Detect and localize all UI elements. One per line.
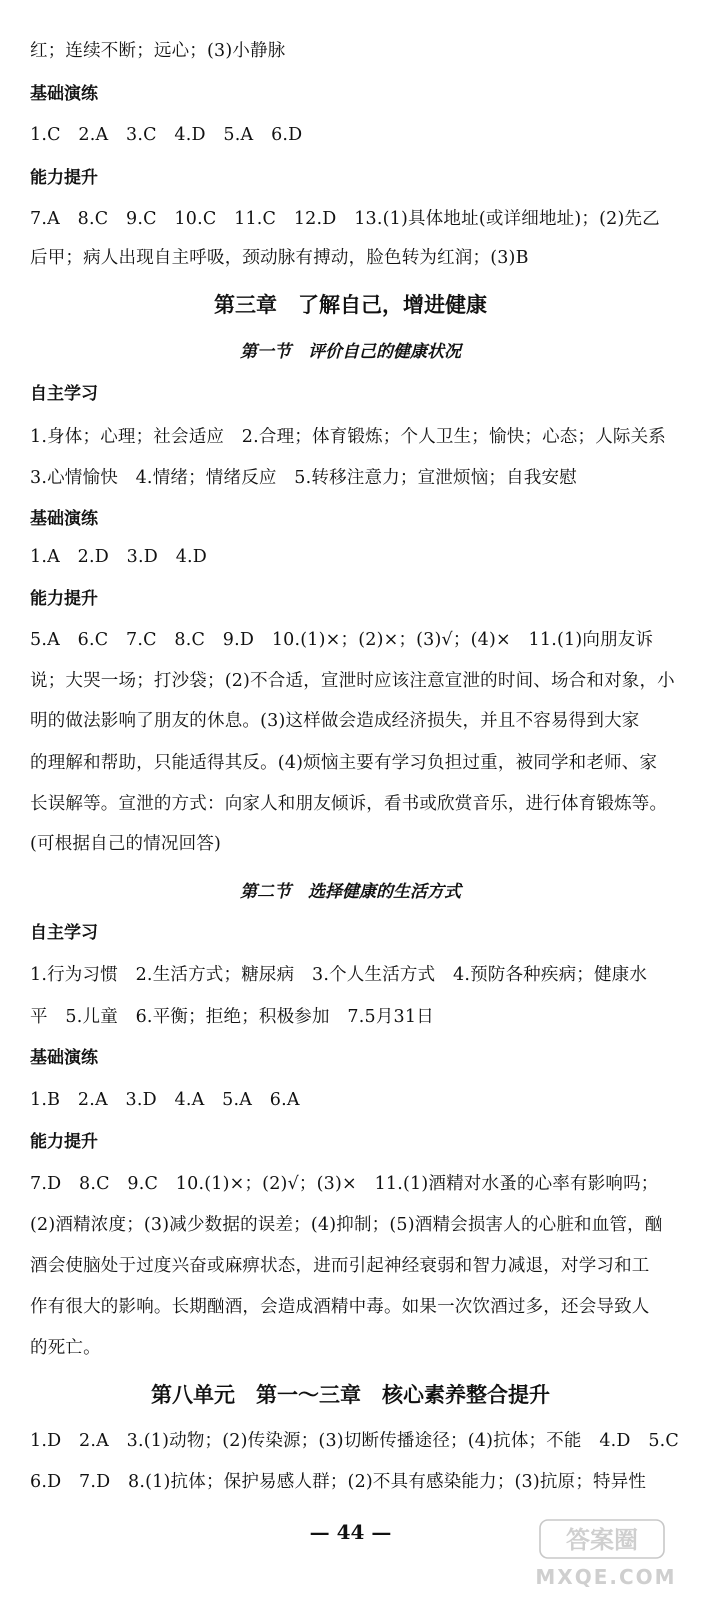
answer-line: 红；连续不断；远心；(3)小静脉	[30, 41, 286, 61]
section-title-2: 第二节 选择健康的生活方式	[240, 882, 461, 902]
unit-title: 第八单元 第一～三章 核心素养整合提升	[151, 1383, 550, 1407]
heading-nengli-1: 能力提升	[30, 168, 98, 188]
heading-jichu-3: 基础演练	[30, 1048, 98, 1068]
watermark-bottom-text: MXQE.COM	[535, 1565, 677, 1589]
heading-zizhu-1: 自主学习	[30, 384, 98, 404]
answer-line: 明的做法影响了朋友的休息。(3)这样做会造成经济损失，并且不容易得到大家	[30, 711, 640, 731]
heading-zizhu-2: 自主学习	[30, 923, 98, 943]
heading-nengli-2: 能力提升	[30, 589, 98, 609]
answer-line: 7.A 8.C 9.C 10.C 11.C 12.D 13.(1)具体地址(或详细地址)；(2)先乙	[30, 209, 660, 229]
answer-line: 作有很大的影响。长期酗酒，会造成酒精中毒。如果一次饮酒过多，还会导致人	[30, 1297, 650, 1317]
answer-line: (2)酒精浓度；(3)减少数据的误差；(4)抑制；(5)酒精会损害人的心脏和血管，酗	[30, 1215, 663, 1235]
answer-line: 酒会使脑处于过度兴奋或麻痹状态，进而引起神经衰弱和智力减退，对学习和工	[30, 1256, 650, 1276]
answer-line: 的理解和帮助，只能适得其反。(4)烦恼主要有学习负担过重，被同学和老师、家	[30, 753, 658, 773]
watermark-logo	[516, 1516, 691, 1594]
answer-line: 3.心情愉快 4.情绪；情绪反应 5.转移注意力；宣泄烦恼；自我安慰	[30, 468, 577, 488]
answer-line: 说；大哭一场；打沙袋；(2)不合适，宣泄时应该注意宣泄的时间、场合和对象，小	[30, 671, 675, 691]
answer-line: 长误解等。宣泄的方式：向家人和朋友倾诉，看书或欣赏音乐，进行体育锻炼等。	[30, 794, 668, 814]
answer-line: 的死亡。	[30, 1338, 101, 1358]
answer-line: 1.C 2.A 3.C 4.D 5.A 6.D	[30, 125, 303, 145]
answer-line: 1.身体；心理；社会适应 2.合理；体育锻炼；个人卫生；愉快；心态；人际关系	[30, 427, 666, 447]
chapter-title: 第三章 了解自己，增进健康	[214, 293, 487, 317]
answer-line: (可根据自己的情况回答)	[30, 834, 222, 854]
answer-line: 后甲；病人出现自主呼吸，颈动脉有搏动，脸色转为红润；(3)B	[30, 248, 529, 268]
heading-jichu-2: 基础演练	[30, 509, 98, 529]
answer-line: 1.B 2.A 3.D 4.A 5.A 6.A	[30, 1090, 300, 1110]
answer-line: 1.行为习惯 2.生活方式；糖尿病 3.个人生活方式 4.预防各种疾病；健康水	[30, 965, 648, 985]
answer-line: 5.A 6.C 7.C 8.C 9.D 10.(1)×；(2)×；(3)√；(4)× 11.(1)向朋友诉	[30, 630, 654, 650]
heading-jichu-1: 基础演练	[30, 84, 98, 104]
heading-nengli-3: 能力提升	[30, 1132, 98, 1152]
answer-line: 平 5.儿童 6.平衡；拒绝；积极参加 7.5月31日	[30, 1007, 434, 1027]
watermark-top-text: 答案圈	[566, 1526, 638, 1554]
answer-line: 1.A 2.D 3.D 4.D	[30, 547, 208, 567]
page-number: — 44 —	[309, 1520, 392, 1544]
answer-line: 7.D 8.C 9.C 10.(1)×；(2)√；(3)× 11.(1)酒精对水蚤的心率有影响吗；	[30, 1174, 659, 1194]
section-title-1: 第一节 评价自己的健康状况	[240, 342, 461, 362]
answer-line: 1.D 2.A 3.(1)动物；(2)传染源；(3)切断传播途径；(4)抗体；不能 4.D 5.C	[30, 1431, 680, 1451]
answer-line: 6.D 7.D 8.(1)抗体；保护易感人群；(2)不具有感染能力；(3)抗原；特异性	[30, 1472, 647, 1492]
